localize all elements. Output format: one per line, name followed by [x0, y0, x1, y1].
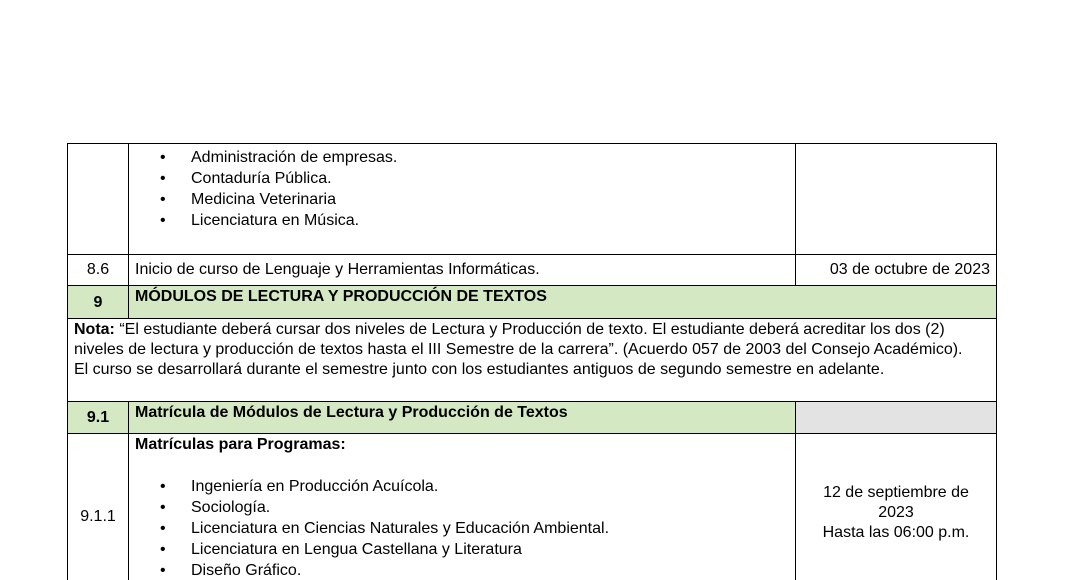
row-date	[796, 434, 997, 580]
subsection-number: 9.1	[68, 402, 129, 434]
note-text: “El estudiante deberá cursar dos niveles de Lectura y Producción de texto. El estudiante deberá acreditar los dos (2) niveles de lectura y producción de textos hasta el III Semestre de la carrera”. (Acuerdo 057 de 2003 del Consejo Académico).	[74, 321, 963, 358]
table-row	[68, 255, 997, 286]
row-number: 8.6	[68, 255, 129, 286]
program-list	[135, 476, 789, 580]
number-cell	[68, 144, 129, 255]
subsection-title: Matrícula de Módulos de Lectura y Producción de Textos	[129, 402, 796, 434]
deadline-line: Hasta las 06:00 p.m.	[822, 524, 970, 541]
academic-calendar-table	[67, 143, 997, 580]
list-item: • Medicina Veterinaria	[191, 189, 789, 210]
programs-subheading: Matrículas para Programas:	[135, 436, 346, 453]
note-text-secondary: El curso se desarrollará durante el semestre junto con los estudiantes antiguos de segundo semestre en adelante.	[74, 361, 885, 378]
subsection-date-cell	[796, 402, 997, 434]
row-number: 9.1.1	[68, 434, 129, 580]
subsection-header-row	[68, 402, 997, 434]
list-item: • Ingeniería en Producción Acuícola.	[191, 476, 789, 497]
date-line: 2023	[878, 504, 914, 521]
note-row	[68, 319, 997, 402]
description-cell	[129, 144, 796, 255]
section-title: MÓDULOS DE LECTURA Y PRODUCCIÓN DE TEXTOS	[129, 286, 997, 319]
list-item: • Licenciatura en Ciencias Naturales y Educación Ambiental.	[191, 518, 789, 539]
list-item: • Licenciatura en Música.	[191, 210, 789, 231]
row-description	[129, 434, 796, 580]
program-list	[135, 147, 789, 231]
date-line: 12 de septiembre de	[823, 484, 969, 501]
table-row	[68, 144, 997, 255]
row-date: 03 de octubre de 2023	[796, 255, 997, 286]
section-number: 9	[68, 286, 129, 319]
list-item: • Administración de empresas.	[191, 147, 789, 168]
date-cell	[796, 144, 997, 255]
table-row	[68, 434, 997, 580]
section-header-row	[68, 286, 997, 319]
list-item: • Licenciatura en Lengua Castellana y Literatura	[191, 539, 789, 560]
list-item: • Sociología.	[191, 497, 789, 518]
note-cell	[68, 319, 997, 402]
list-item: • Diseño Gráfico.	[191, 560, 789, 580]
note-label: Nota:	[74, 321, 115, 338]
row-description: Inicio de curso de Lenguaje y Herramientas Informáticas.	[129, 255, 796, 286]
list-item: • Contaduría Pública.	[191, 168, 789, 189]
